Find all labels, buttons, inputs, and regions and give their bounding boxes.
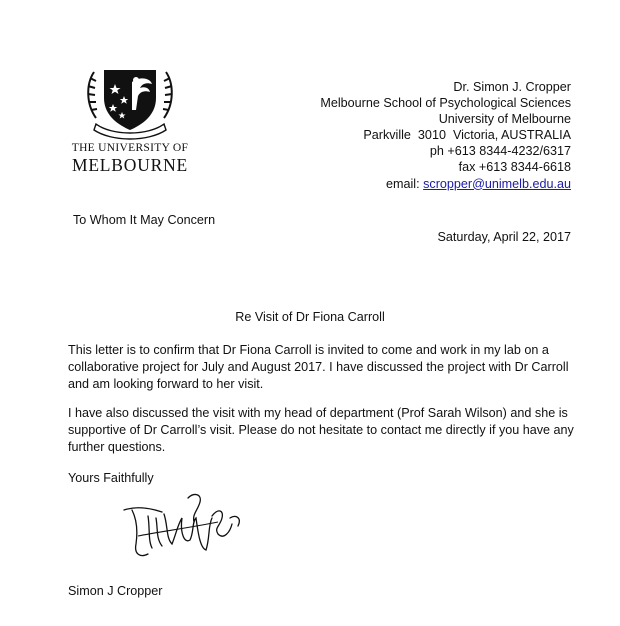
- paragraph-2-line: I have also discussed the visit with my head of department (Prof Sarah Wilson) and she is: [68, 406, 568, 420]
- paragraph-1-line: and am looking forward to her visit.: [68, 377, 264, 391]
- email-label: email:: [386, 176, 424, 191]
- paragraph-1-line: collaborative project for July and August 2017. I have discussed the project with Dr Carroll: [68, 360, 569, 374]
- university-name-line2: MELBOURNE: [71, 155, 189, 175]
- email-link[interactable]: scropper@unimelb.edu.au: [423, 176, 571, 191]
- university-name-line1: THE UNIVERSITY OF: [71, 142, 189, 154]
- sender-address: Parkville 3010 Victoria, AUSTRALIA: [363, 128, 571, 143]
- sender-phone: ph +613 8344-4232/6317: [429, 144, 571, 159]
- letter-subject: Re Visit of Dr Fiona Carroll: [235, 310, 385, 324]
- sender-name: Dr. Simon J. Cropper: [453, 80, 571, 94]
- university-logo: [70, 66, 190, 178]
- letter-date: Saturday, April 22, 2017: [437, 230, 571, 244]
- signature-name: Simon J Cropper: [68, 584, 163, 598]
- sender-email-line: [320, 176, 571, 192]
- paragraph-2: [68, 405, 574, 456]
- paragraph-2-line: further questions.: [68, 440, 166, 454]
- sender-university: University of Melbourne: [438, 112, 571, 127]
- sender-address-block: [320, 79, 571, 192]
- paragraph-1-line: This letter is to confirm that Dr Fiona Carroll is invited to come and work in my lab on a: [68, 343, 549, 357]
- salutation: To Whom It May Concern: [73, 213, 216, 227]
- signature-image: [118, 488, 248, 568]
- crest-icon: [82, 66, 178, 140]
- sender-school: Melbourne School of Psychological Sciences: [320, 96, 571, 111]
- paragraph-1: [68, 342, 568, 393]
- sender-fax: fax +613 8344-6618: [458, 160, 571, 175]
- closing: Yours Faithfully: [68, 471, 154, 485]
- paragraph-2-line: supportive of Dr Carroll’s visit. Please do not hesitate to contact me directly if you have any: [68, 423, 574, 437]
